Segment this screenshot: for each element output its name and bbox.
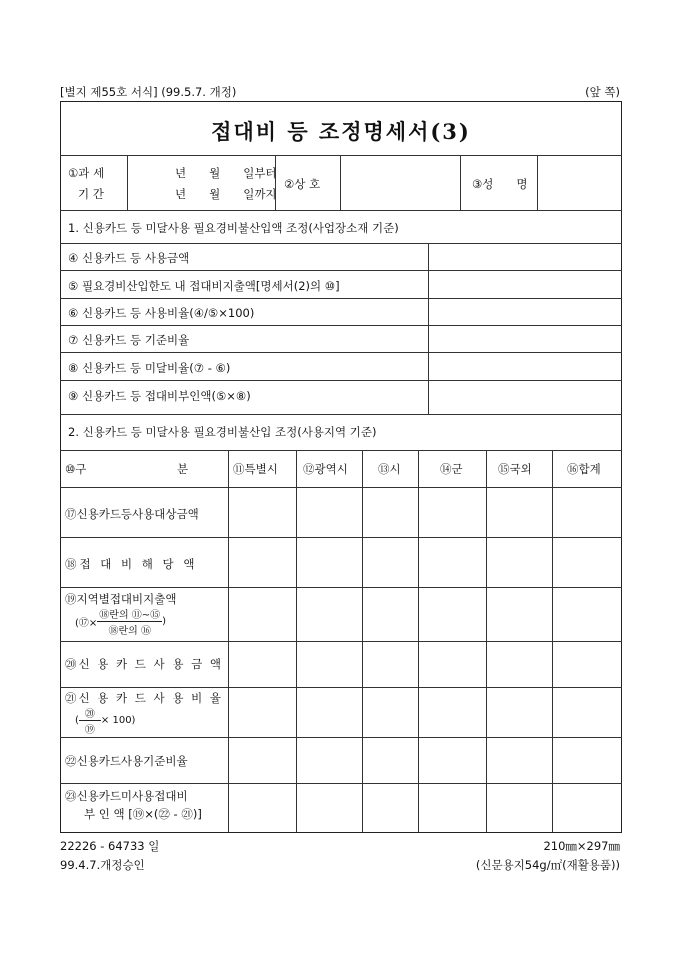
row23-label: ㉓신용카드미사용접대비 (65, 789, 188, 803)
row6-label: ⑥ 신용카드 등 사용비율(④/⑤×100) (68, 306, 255, 320)
grid-value-field[interactable] (487, 538, 552, 587)
form-title: 접대비 등 조정명세서(3) (211, 119, 471, 144)
grid-value-field[interactable] (363, 784, 418, 832)
grid-value-field[interactable] (419, 688, 486, 737)
grid-value-field[interactable] (553, 688, 622, 737)
grid-value-field[interactable] (487, 738, 552, 783)
form-code: 22226 - 64733 일 (60, 839, 160, 853)
form-number: [별지 제55호 서식] (99.5.7. 개정) (60, 85, 237, 99)
grid-value-field[interactable] (419, 784, 486, 832)
row19-formula: (⑰× $\frac{\text{⑱란의 ⑪\textasciitilde{}⑮}}{\text{⑱란의 ⑯}}$ ) (75, 606, 166, 637)
tax-period-label-2: 기 간 (78, 187, 104, 201)
grid-value-field[interactable] (487, 784, 552, 832)
grid-value-field[interactable] (363, 488, 418, 537)
col-header-category: ⑩구 (65, 462, 87, 476)
approval-date: 99.4.7.개정승인 (60, 858, 145, 872)
grid-value-field[interactable] (487, 588, 552, 641)
grid-value-field[interactable] (419, 642, 486, 687)
grid-value-field[interactable] (553, 538, 622, 587)
grid-value-field[interactable] (229, 642, 296, 687)
section2-heading: 2. 신용카드 등 미달사용 필요경비불산입 조정(사용지역 기준) (68, 425, 377, 439)
grid-value-field[interactable] (363, 588, 418, 641)
grid-value-field[interactable] (363, 688, 418, 737)
grid-value-field[interactable] (363, 738, 418, 783)
row4-label: ④ 신용카드 등 사용금액 (68, 251, 190, 265)
row8-label: ⑧ 신용카드 등 미달비율(⑦ - ⑥) (68, 361, 231, 375)
section1-value-field[interactable] (429, 381, 621, 414)
row18-label: ⑱접 대 비 해 당 액 (65, 557, 198, 571)
grid-value-field[interactable] (487, 642, 552, 687)
grid-value-field[interactable] (229, 688, 296, 737)
period-to-field[interactable]: 년 월 일까지 (175, 187, 277, 201)
section1-heading: 1. 신용카드 등 미달사용 필요경비불산입액 조정(사업장소재 기준) (68, 221, 399, 235)
grid-value-field[interactable] (297, 642, 362, 687)
paper-type: (신문용지54g/㎡(재활용품)) (475, 858, 620, 872)
row20-label: ⑳신 용 카 드 사 용 금 액 (65, 657, 223, 671)
grid-value-field[interactable] (297, 488, 362, 537)
col-header-special-city: ⑪특별시 (233, 462, 278, 476)
grid-value-field[interactable] (297, 784, 362, 832)
company-label: ②상 호 (284, 177, 321, 191)
section1-value-field[interactable] (429, 353, 621, 380)
grid-value-field[interactable] (419, 488, 486, 537)
grid-value-field[interactable] (487, 688, 552, 737)
paper-size: 210㎜×297㎜ (543, 839, 620, 853)
row7-label: ⑦ 신용카드 등 기준비율 (68, 333, 190, 347)
grid-value-field[interactable] (553, 784, 622, 832)
period-from-field[interactable]: 년 월 일부터 (175, 166, 277, 180)
row9-label: ⑨ 신용카드 등 접대비부인액(⑤×⑧) (68, 389, 251, 403)
col-header-metro-city: ⑫광역시 (303, 462, 348, 476)
company-field[interactable] (341, 156, 459, 209)
section1-value-field[interactable] (429, 244, 621, 270)
grid-value-field[interactable] (363, 538, 418, 587)
row21-label: ㉑신 용 카 드 사 용 비 율 (65, 691, 223, 705)
grid-value-field[interactable] (419, 738, 486, 783)
grid-value-field[interactable] (229, 738, 296, 783)
row19-label: ⑲지역별접대비지출액 (65, 592, 177, 606)
grid-value-field[interactable] (419, 588, 486, 641)
col-header-county: ⑭군 (440, 462, 463, 476)
grid-value-field[interactable] (553, 488, 622, 537)
grid-value-field[interactable] (297, 738, 362, 783)
col-header-overseas: ⑮국외 (498, 462, 532, 476)
grid-value-field[interactable] (229, 588, 296, 641)
tax-period-label: ①과 세 (68, 166, 105, 180)
section1-value-field[interactable] (429, 326, 621, 352)
grid-value-field[interactable] (487, 488, 552, 537)
grid-value-field[interactable] (553, 642, 622, 687)
grid-value-field[interactable] (297, 538, 362, 587)
grid-value-field[interactable] (553, 738, 622, 783)
row23-label-2: 부 인 액 [⑲×(㉒ - ㉑)] (84, 807, 202, 821)
grid-value-field[interactable] (229, 538, 296, 587)
row5-label: ⑤ 필요경비산입한도 내 접대비지출액[명세서(2)의 ⑩] (68, 279, 340, 293)
grid-value-field[interactable] (229, 784, 296, 832)
col-header-city: ⑬시 (378, 462, 401, 476)
grid-value-field[interactable] (297, 688, 362, 737)
name-field[interactable] (538, 156, 621, 209)
grid-value-field[interactable] (363, 642, 418, 687)
grid-value-field[interactable] (229, 488, 296, 537)
row21-formula: ( $\frac{\text{⑳}}{\text{⑲}}$ × 100) (75, 705, 135, 736)
col-header-category-b: 분 (177, 462, 189, 476)
name-label: ③성 명 (472, 177, 528, 191)
grid-value-field[interactable] (553, 588, 622, 641)
grid-value-field[interactable] (297, 588, 362, 641)
row22-label: ㉒신용카드사용기준비율 (65, 754, 188, 768)
col-header-total: ⑯합계 (567, 462, 601, 476)
grid-value-field[interactable] (419, 538, 486, 587)
page-side: (앞 쪽) (585, 85, 620, 99)
section1-value-field[interactable] (429, 271, 621, 298)
row17-label: ⑰신용카드등사용대상금액 (65, 507, 199, 521)
section1-value-field[interactable] (429, 299, 621, 325)
